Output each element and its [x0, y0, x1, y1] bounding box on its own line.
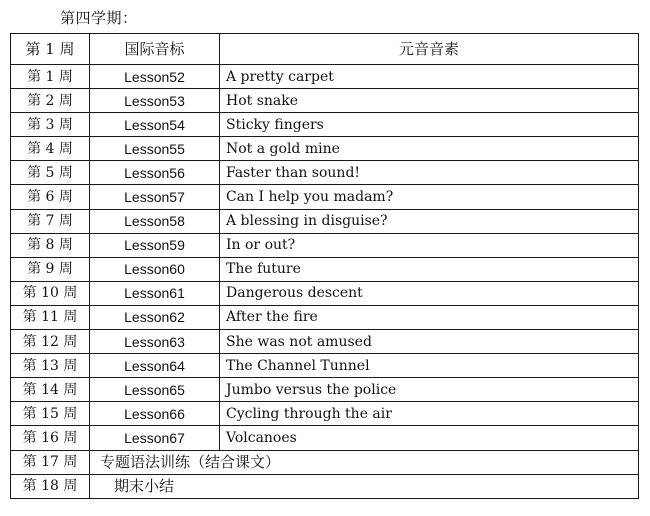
week-cell: 第 14 周 — [11, 378, 90, 402]
table-row — [11, 354, 639, 378]
lesson-cell: Lesson60 — [90, 257, 220, 281]
topic-cell: She was not amused — [220, 330, 639, 354]
week-cell: 第 1 周 — [11, 65, 90, 89]
lesson-cell: Lesson65 — [90, 378, 220, 402]
week-cell: 第 9 周 — [11, 257, 90, 281]
week-cell: 第 7 周 — [11, 209, 90, 233]
week-cell: 第 12 周 — [11, 330, 90, 354]
week-cell: 第 8 周 — [11, 233, 90, 257]
topic-cell: The future — [220, 257, 639, 281]
week-cell: 第 6 周 — [11, 185, 90, 209]
header-phonetics: 国际音标 — [90, 34, 220, 65]
topic-cell: Volcanoes — [220, 426, 639, 450]
week-cell: 第 4 周 — [11, 137, 90, 161]
lesson-cell: Lesson63 — [90, 330, 220, 354]
lesson-cell: Lesson54 — [90, 113, 220, 137]
topic-cell: After the fire — [220, 305, 639, 329]
week-cell: 第 5 周 — [11, 161, 90, 185]
grammar-training-cell: 专题语法训练（结合课文） — [90, 450, 639, 474]
week-cell: 第 11 周 — [11, 305, 90, 329]
header-vowels: 元音音素 — [220, 34, 639, 65]
topic-cell: A blessing in disguise? — [220, 209, 639, 233]
topic-cell: Not a gold mine — [220, 137, 639, 161]
lesson-cell: Lesson57 — [90, 185, 220, 209]
table-row — [11, 281, 639, 305]
summary-row — [11, 450, 639, 474]
table-row — [11, 233, 639, 257]
table-row — [11, 161, 639, 185]
topic-cell: Cycling through the air — [220, 402, 639, 426]
page-title: 第四学期： — [60, 9, 138, 27]
final-review-cell: 期末小结 — [90, 474, 639, 498]
topic-cell: Sticky fingers — [220, 113, 639, 137]
topic-cell: Dangerous descent — [220, 281, 639, 305]
table-row — [11, 89, 639, 113]
week-cell: 第 18 周 — [11, 474, 90, 498]
table-row — [11, 113, 639, 137]
table-row — [11, 426, 639, 450]
lesson-cell: Lesson61 — [90, 281, 220, 305]
table-row — [11, 378, 639, 402]
table-row — [11, 305, 639, 329]
table-row — [11, 330, 639, 354]
week-cell: 第 16 周 — [11, 426, 90, 450]
topic-cell: The Channel Tunnel — [220, 354, 639, 378]
lesson-cell: Lesson58 — [90, 209, 220, 233]
week-cell: 第 2 周 — [11, 89, 90, 113]
week-cell: 第 10 周 — [11, 281, 90, 305]
schedule-table — [10, 33, 639, 499]
table-header-row — [11, 34, 639, 65]
topic-cell: Jumbo versus the police — [220, 378, 639, 402]
lesson-cell: Lesson67 — [90, 426, 220, 450]
lesson-cell: Lesson52 — [90, 65, 220, 89]
week-cell: 第 15 周 — [11, 402, 90, 426]
topic-cell: Can I help you madam? — [220, 185, 639, 209]
summary-row — [11, 474, 639, 498]
lesson-cell: Lesson59 — [90, 233, 220, 257]
week-cell: 第 17 周 — [11, 450, 90, 474]
lesson-cell: Lesson64 — [90, 354, 220, 378]
topic-cell: A pretty carpet — [220, 65, 639, 89]
topic-cell: Hot snake — [220, 89, 639, 113]
week-cell: 第 13 周 — [11, 354, 90, 378]
lesson-cell: Lesson53 — [90, 89, 220, 113]
table-row — [11, 185, 639, 209]
lesson-cell: Lesson56 — [90, 161, 220, 185]
lesson-cell: Lesson66 — [90, 402, 220, 426]
table-row — [11, 257, 639, 281]
table-row — [11, 402, 639, 426]
table-row — [11, 209, 639, 233]
table-row — [11, 65, 639, 89]
header-week: 第 1 周 — [11, 34, 90, 65]
lesson-cell: Lesson62 — [90, 305, 220, 329]
lesson-cell: Lesson55 — [90, 137, 220, 161]
topic-cell: Faster than sound! — [220, 161, 639, 185]
table-row — [11, 137, 639, 161]
topic-cell: In or out? — [220, 233, 639, 257]
week-cell: 第 3 周 — [11, 113, 90, 137]
